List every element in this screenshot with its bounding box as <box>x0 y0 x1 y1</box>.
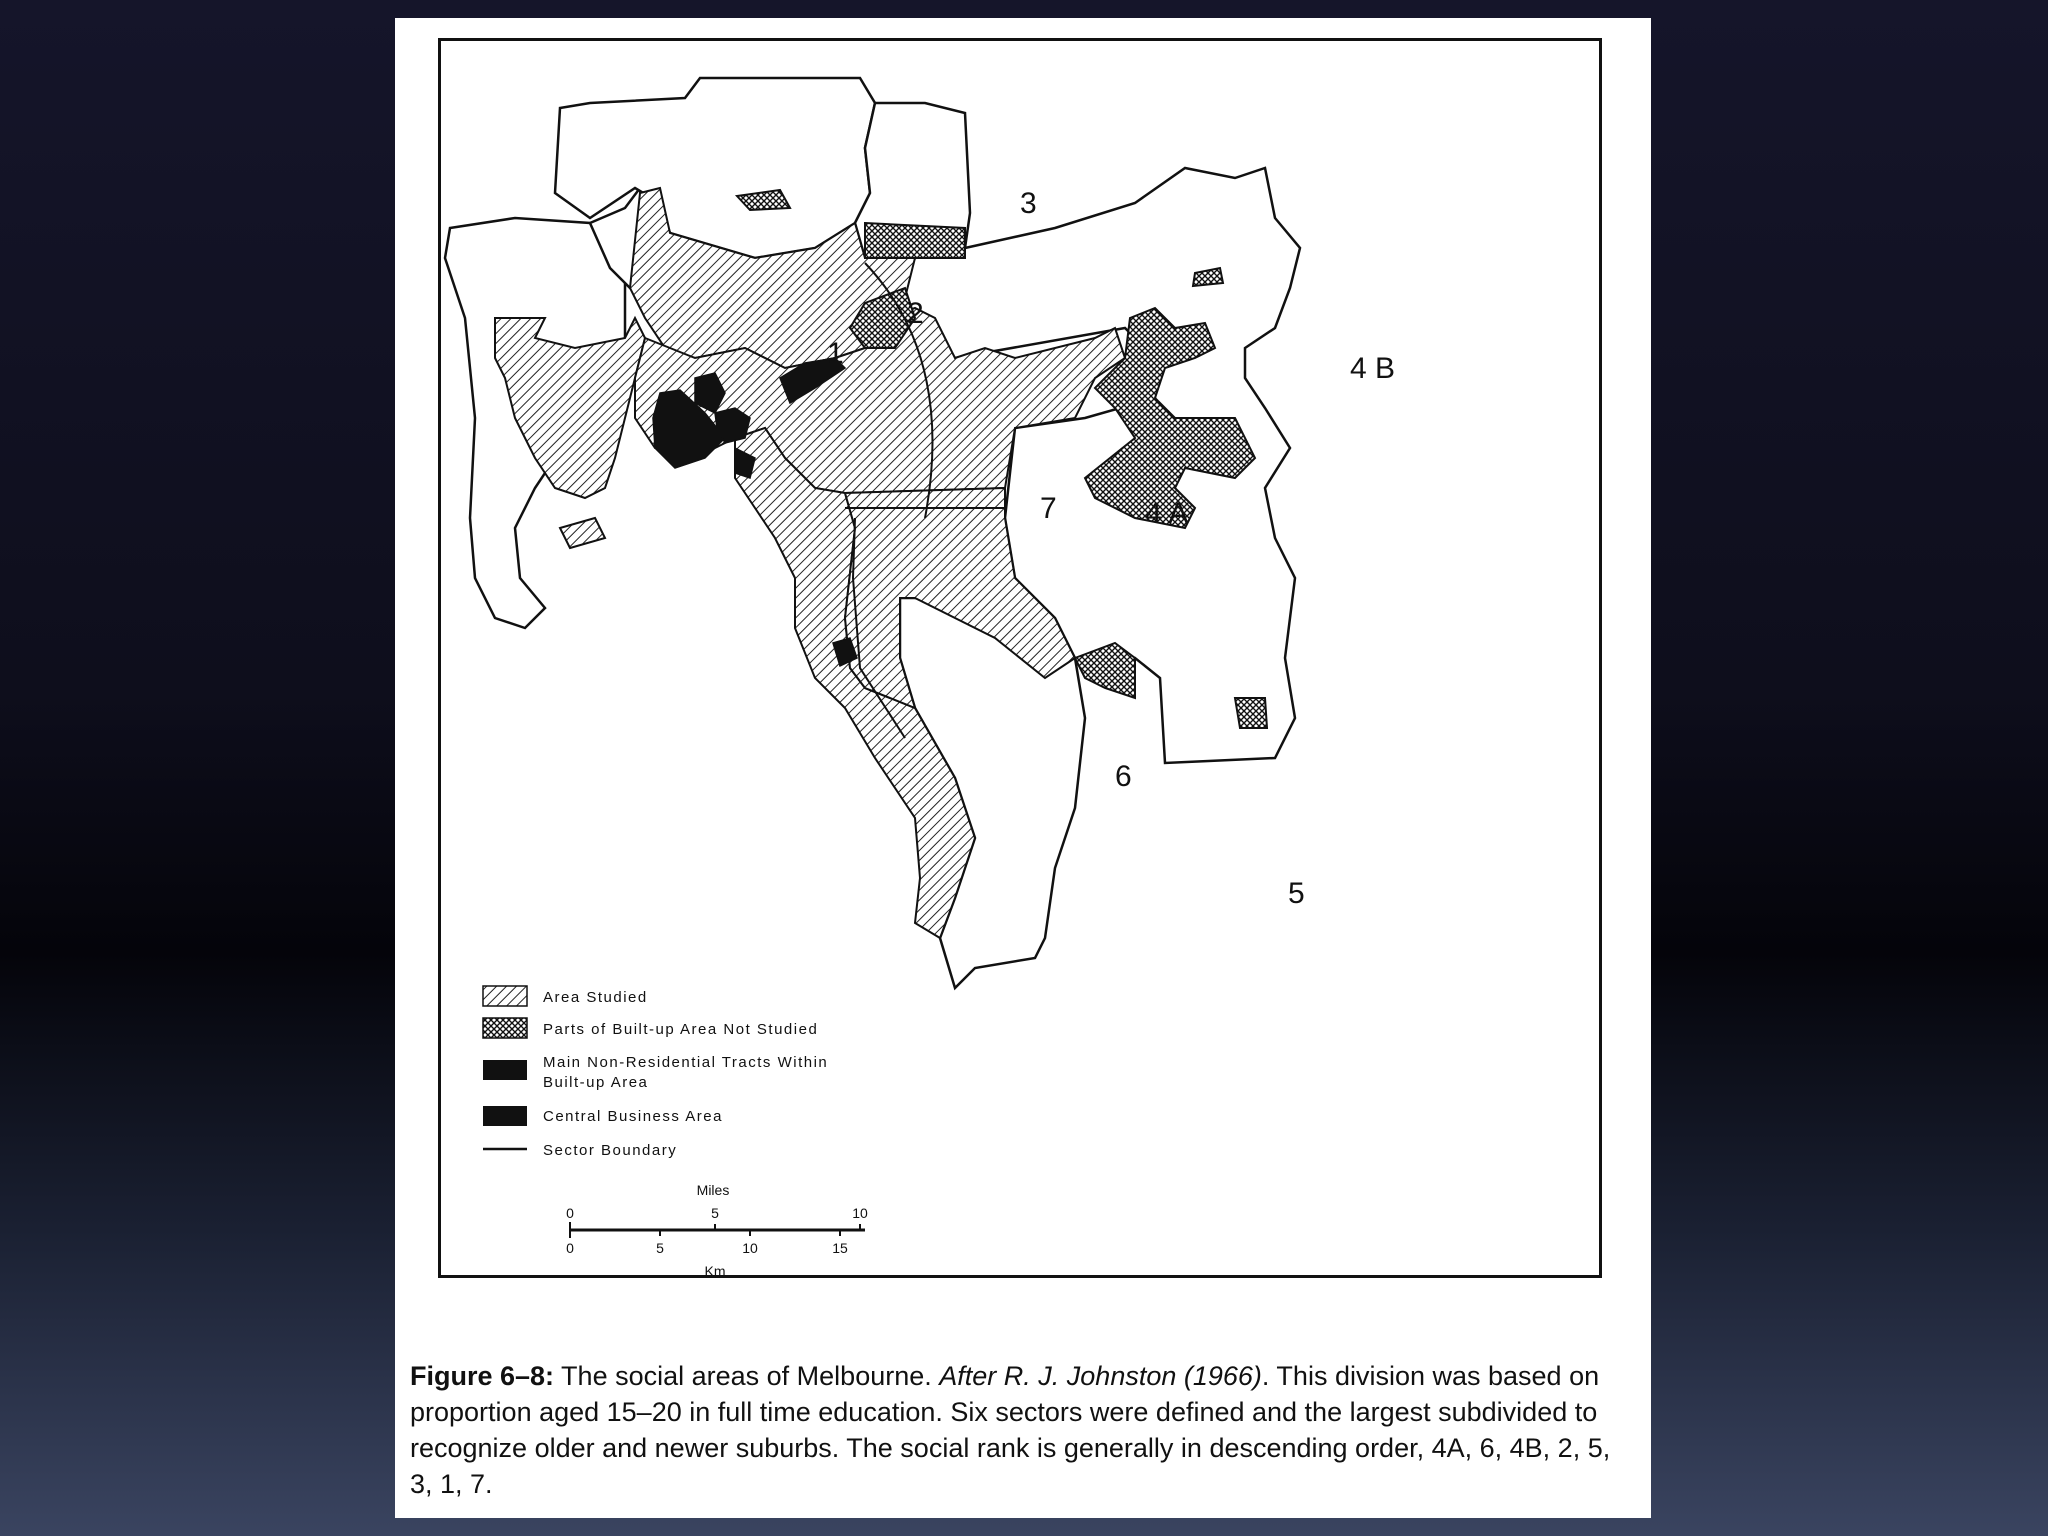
sector-label-7: 7 <box>1040 492 1057 525</box>
slide-page <box>395 18 1651 1518</box>
caption-text-part2: . This division was based on proportion aged 15–20 in full time education. Six sectors were defined and the largest subdivided to recognize older and newer suburbs. The social rank is generally in descending order, 4A, 6, 4B, 2, 5, 3, 1, 7. <box>410 1361 1611 1499</box>
scale-km-tick-10: 10 <box>742 1240 758 1256</box>
sector-label-5: 5 <box>1288 877 1305 910</box>
legend-label-non-residential-line2: Built-up Area <box>543 1074 649 1091</box>
map-legend <box>483 986 828 1159</box>
legend-label-cbd: Central Business Area <box>543 1108 723 1125</box>
legend-swatch-cbd <box>483 1106 527 1126</box>
caption-citation: After R. J. Johnston (1966) <box>939 1361 1262 1391</box>
sector-label-2: 2 <box>907 297 924 330</box>
not-studied-south-small <box>1235 698 1267 728</box>
legend-label-sector-boundary: Sector Boundary <box>543 1142 678 1159</box>
sector-label-6: 6 <box>1115 760 1132 793</box>
figure-caption <box>410 1358 1640 1502</box>
legend-swatch-not-studied <box>483 1018 527 1038</box>
scale-miles-title: Miles <box>696 1182 730 1198</box>
scale-km-tick-5: 5 <box>656 1240 664 1256</box>
legend-swatch-area-studied <box>483 986 527 1006</box>
legend-label-non-residential: Main Non-Residential Tracts Within <box>543 1054 829 1071</box>
legend-label-not-studied: Parts of Built-up Area Not Studied <box>543 1021 819 1038</box>
scale-miles-tick-5: 5 <box>711 1205 719 1221</box>
scale-miles-tick-0: 0 <box>566 1205 574 1221</box>
caption-text-part1: The social areas of Melbourne. <box>554 1361 940 1391</box>
scale-miles-tick-10: 10 <box>852 1205 868 1221</box>
sector-label-4b: 4 B <box>1350 352 1396 385</box>
figure-label: Figure 6–8: <box>410 1361 555 1391</box>
scale-bar <box>566 1182 868 1279</box>
scale-km-tick-0: 0 <box>566 1240 574 1256</box>
scale-km-title: Km <box>704 1263 726 1279</box>
scale-km-tick-15: 15 <box>832 1240 848 1256</box>
melbourne-social-areas-map <box>395 18 1651 1328</box>
not-studied-northeast <box>865 223 965 258</box>
legend-swatch-non-residential <box>483 1060 527 1080</box>
sector-label-1: 1 <box>827 337 844 370</box>
studied-region-small-west <box>560 518 605 548</box>
sector-label-4a: 4 A <box>1145 497 1189 530</box>
sector-label-3: 3 <box>1020 187 1037 220</box>
legend-label-area-studied: Area Studied <box>543 989 648 1006</box>
